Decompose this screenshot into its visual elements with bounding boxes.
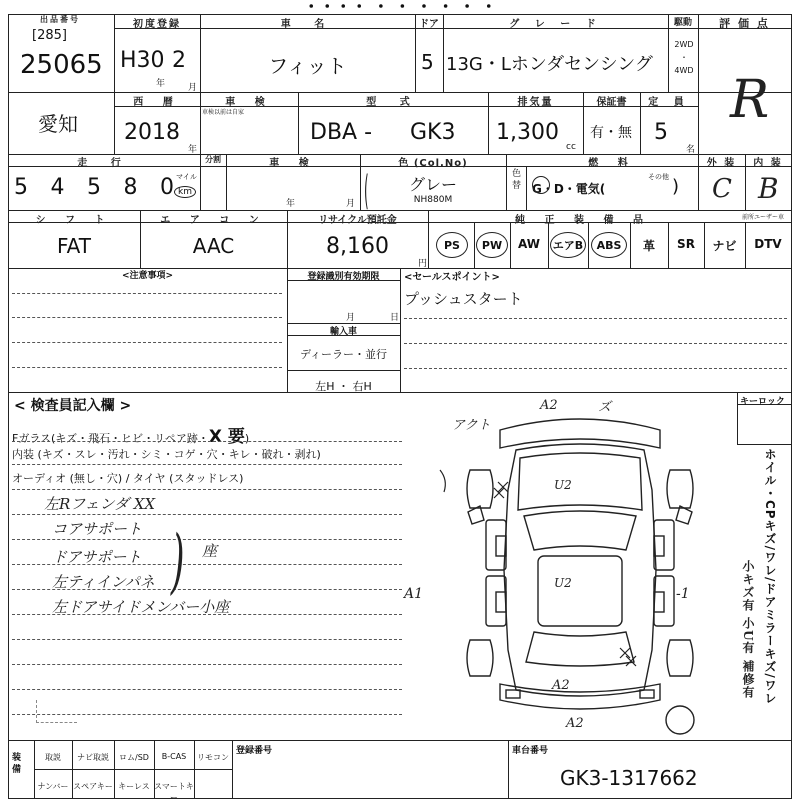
fuel-label: 燃 料 (588, 158, 636, 169)
door-label: ドア (419, 19, 439, 30)
footer-chassis-label: 車台番号 (512, 746, 549, 756)
audio-line: オーディオ (無し・穴) / タイヤ (スタッドレス) (12, 472, 244, 485)
recycle: 8,160 (326, 234, 389, 259)
fuel-other-label: その他 (648, 173, 669, 181)
color-code: NH880M (413, 195, 453, 205)
drive-2wd: 2WD (674, 40, 694, 49)
color-change-label: 色替 (512, 169, 522, 191)
sheet-title: ・・・・ ・ ・ ・ ・ ・ ・ (303, 0, 497, 16)
interior-label: 内 装 (753, 158, 783, 169)
hand-note-3: ドアサポート (52, 548, 142, 566)
hand-note-2: コアサポート (52, 520, 143, 538)
import-value: ディーラー・並行 (299, 348, 388, 361)
handle-value: 左H ・ 右H (315, 380, 372, 393)
first-reg-year: H30 (120, 48, 165, 73)
diagram-mark-roof: U2 (554, 576, 572, 590)
footer-cell: ナビ取説 (77, 753, 109, 762)
capacity: 5 (654, 120, 668, 145)
capacity-label: 定 員 (648, 97, 690, 108)
car-name-label: 車 名 (280, 19, 335, 30)
first-reg-year-unit: 年 (156, 79, 166, 89)
diagram-mark-rear: A2 (552, 678, 570, 693)
diagram-mark-top-left: アクト (452, 418, 491, 433)
car-name: フィット (268, 54, 347, 78)
equip-ps: PS (436, 232, 468, 258)
equip-navi: ナビ (712, 239, 737, 253)
model-code: GK3 (410, 120, 456, 145)
equip-abs: ABS (591, 232, 627, 258)
footer-cell: スマートキー (154, 782, 194, 802)
sales-label: <セールスポイント> (404, 272, 500, 283)
yen-unit: 円 (418, 259, 428, 269)
equip-leather: 革 (642, 239, 655, 253)
displacement-label: 排気量 (517, 97, 554, 108)
right-vertical-note-2: 小キズ有 小U有 補修有 (741, 560, 755, 699)
reg-month-unit: 月 (346, 313, 356, 323)
footer-cell: B-CAS (161, 752, 187, 761)
warranty-label: 保証書 (596, 97, 627, 108)
displacement: 1,300 (496, 120, 559, 145)
drive-dot: ・ (680, 53, 688, 62)
glass-text: Fガラス(キズ・飛石・ヒビ・リペア跡・ (12, 432, 209, 445)
shaken-year-unit: 年 (286, 199, 296, 209)
hand-note-5: 左ドアサイドメンバー小座 (52, 598, 230, 616)
fuel-close: ) (672, 176, 680, 197)
grade: 13G・Lホンダセンシング (446, 54, 653, 75)
mileage-digit: 5 (14, 175, 28, 200)
interior-line: 内装 (キズ・スレ・汚れ・シミ・コゲ・穴・キレ・破れ・剥れ) (12, 448, 321, 461)
footer-chassis-number: GK3-1317662 (560, 766, 698, 790)
diagram-mark-top-xu: ズ (598, 400, 612, 415)
inspection-note: 車検以前は自家 (202, 109, 245, 116)
glass-close: ) (244, 432, 250, 445)
inspection-label: 車 検 (225, 97, 273, 108)
sales-point: プッシュスタート (404, 290, 523, 308)
hand-brace-note: 座 (202, 542, 218, 560)
hand-note-1: 左Rフェンダ XX (44, 495, 156, 513)
inspector-title: < 検査員記入欄 > (14, 398, 132, 414)
mileage-digit: 0 (160, 175, 174, 200)
shift-label: シ フ ト (35, 215, 113, 226)
color-label: 色 (Col.No) (398, 158, 468, 169)
footer-cell: スペアキー (73, 782, 113, 791)
western-year-label: 西 暦 (133, 97, 181, 108)
hand-brace: ) (170, 520, 185, 602)
caution-label: <注意事項> (121, 271, 174, 281)
ac-label: エ ア コ ン (160, 215, 267, 226)
mileage-label: 走 行 (77, 158, 131, 169)
fuel-gasoline-circle (532, 176, 550, 194)
western-year: 2018 (124, 120, 180, 145)
shaken-label: 車 検 (269, 158, 317, 169)
footer-cell: ロム/SD (119, 753, 149, 762)
import-label: 輸入車 (329, 327, 357, 337)
lot-number: 25065 (20, 50, 103, 80)
color: グレー (408, 175, 457, 194)
reg-day-unit: 日 (390, 313, 400, 323)
cc-unit: cc (566, 142, 576, 152)
diagram-mark-top-a2: A2 (540, 398, 558, 413)
score-label: 評 価 点 (719, 17, 770, 30)
diagram-mark-right: -1 (676, 586, 690, 602)
equip-pw: PW (476, 232, 508, 258)
lot-bracket: [285] (32, 28, 67, 43)
equipment-right-label: 前所ユーザー車 (742, 214, 785, 221)
equip-sr: SR (677, 237, 695, 251)
first-reg-month-unit: 月 (188, 83, 198, 93)
grade-label: グ レ ー ド (509, 19, 602, 30)
diagram-mark-left: A1 (404, 586, 424, 602)
model-prefix: DBA - (310, 120, 373, 145)
equipment-label: 純 正 装 備 品 (515, 215, 651, 226)
right-vertical-note-1: ホイル・CPキズ/ワレ/ドアミラーキズ/ワレ (763, 448, 777, 705)
exterior-grade: C (712, 174, 732, 204)
interior-grade: B (758, 172, 779, 205)
diagram-mark-hood: U2 (554, 478, 572, 492)
equip-dtv: DTV (754, 237, 782, 251)
reg-deadline-label: 登録識別有効期限 (307, 272, 380, 282)
shaken-month-unit: 月 (346, 199, 356, 209)
footer-cell: リモコン (197, 753, 229, 762)
drive-4wd: 4WD (674, 66, 694, 75)
warranty: 有・無 (590, 125, 632, 141)
first-reg-month: 2 (172, 48, 186, 73)
footer-equip-label: 装備 (12, 753, 22, 775)
hand-note-4: 左ティインパネ (52, 573, 155, 591)
footer-cell: キーレス (118, 782, 150, 791)
first-reg-label: 初度登録 (133, 19, 181, 30)
footer-cell: 取説 (45, 753, 61, 762)
key-lock-label: キーロック (740, 397, 785, 407)
exterior-label: 外 装 (706, 158, 737, 169)
model-label: 型 式 (366, 97, 420, 108)
mileage-digit: 8 (123, 175, 138, 200)
recycle-label: リサイクル預託金 (318, 215, 397, 226)
footer-reg-number-label: 登録番号 (236, 746, 273, 756)
equip-aw: AW (518, 237, 540, 251)
glass-line (12, 422, 249, 447)
mileage-digit: 4 (50, 175, 65, 200)
car-diagram (420, 400, 740, 740)
mileage-digits (14, 175, 174, 200)
capacity-unit: 名 (686, 145, 696, 155)
glass-mark: X 要 (208, 427, 245, 447)
doors: 5 (421, 50, 434, 74)
km-label: km (174, 186, 196, 198)
mileage-digit: 5 (87, 175, 101, 200)
fuel-options: G・D・電気( (532, 182, 606, 196)
faint-mark (36, 700, 77, 723)
meter-label: 分割 (205, 155, 221, 164)
mile-label: マイル (176, 173, 197, 181)
ac: AAC (192, 234, 235, 258)
diagram-mark-bottom: A2 (566, 716, 584, 731)
drive-label: 駆動 (673, 18, 692, 28)
footer-cell: ナンバー (37, 782, 69, 791)
region: 愛知 (38, 112, 78, 136)
lot-label: 出品番号 (40, 15, 80, 24)
score-value: R (730, 70, 770, 130)
shift: FAT (56, 234, 91, 258)
western-year-unit: 年 (188, 145, 198, 155)
equip-airbag: エアB (550, 232, 586, 258)
auction-sheet: ・・・・ ・ ・ ・ ・ ・ ・ 出品番号 [285] 25065 初度登録 H30 2 年 月 車 名 フィット ドア 5 グ レ ー ド 13G・Lホンダセンシング 駆動 2WD ・ 4WD 評 価 点 R 愛知 西 暦 2018 年 車 検 車検以前は自家 型 式 DBA - GK3 排気量 1,300 cc 保証書 有・無 定 員 5 名 走 行 5 4 5 8 0 マイル km 分割 車 検 年 月 色 (Col.No) ( グレー NH880M 色替 燃 料 G・D・電気( その他 ) 外 装 内 装 C B シ フ ト FAT エ ア コ ン AAC リサイクル預託金 8,160 円 純 正 装 備 品 前所ユーザー車 PS PW AW エアB ABS 革 SR ナビ DTV <注意事項> 登録識別有効期限 月 日 輸入車 ディーラー・並行 左H ・ 右H <セールスポイント> プッシュスタート < 検査員記入欄 > キーロック Fガラス(キズ・飛石・ヒビ・リペア跡・X 要) 内装 (キズ・スレ・汚れ・シミ・コゲ・穴・キレ・破れ・剥れ) オーディオ (無し・穴) / タイヤ (スタッドレス) 左Rフェンダ XX コアサポート ドアサポート 左ティインパネ 左ドアサイドメンバー小座 ) 座 ホイル・CPキズ/ワレ/ドアミラーキズ/ワレ 小キズ有 小U有 補修有 アクト A2 ズ U2 U2 A1 -1 A2 A2 装備 取説 ナビ取説 ロム/SD B-CAS リモコン ナンバー スペアキー キーレス スマートキー 登録番号 車台番号 GK3-1317662 (0, 0, 800, 800)
